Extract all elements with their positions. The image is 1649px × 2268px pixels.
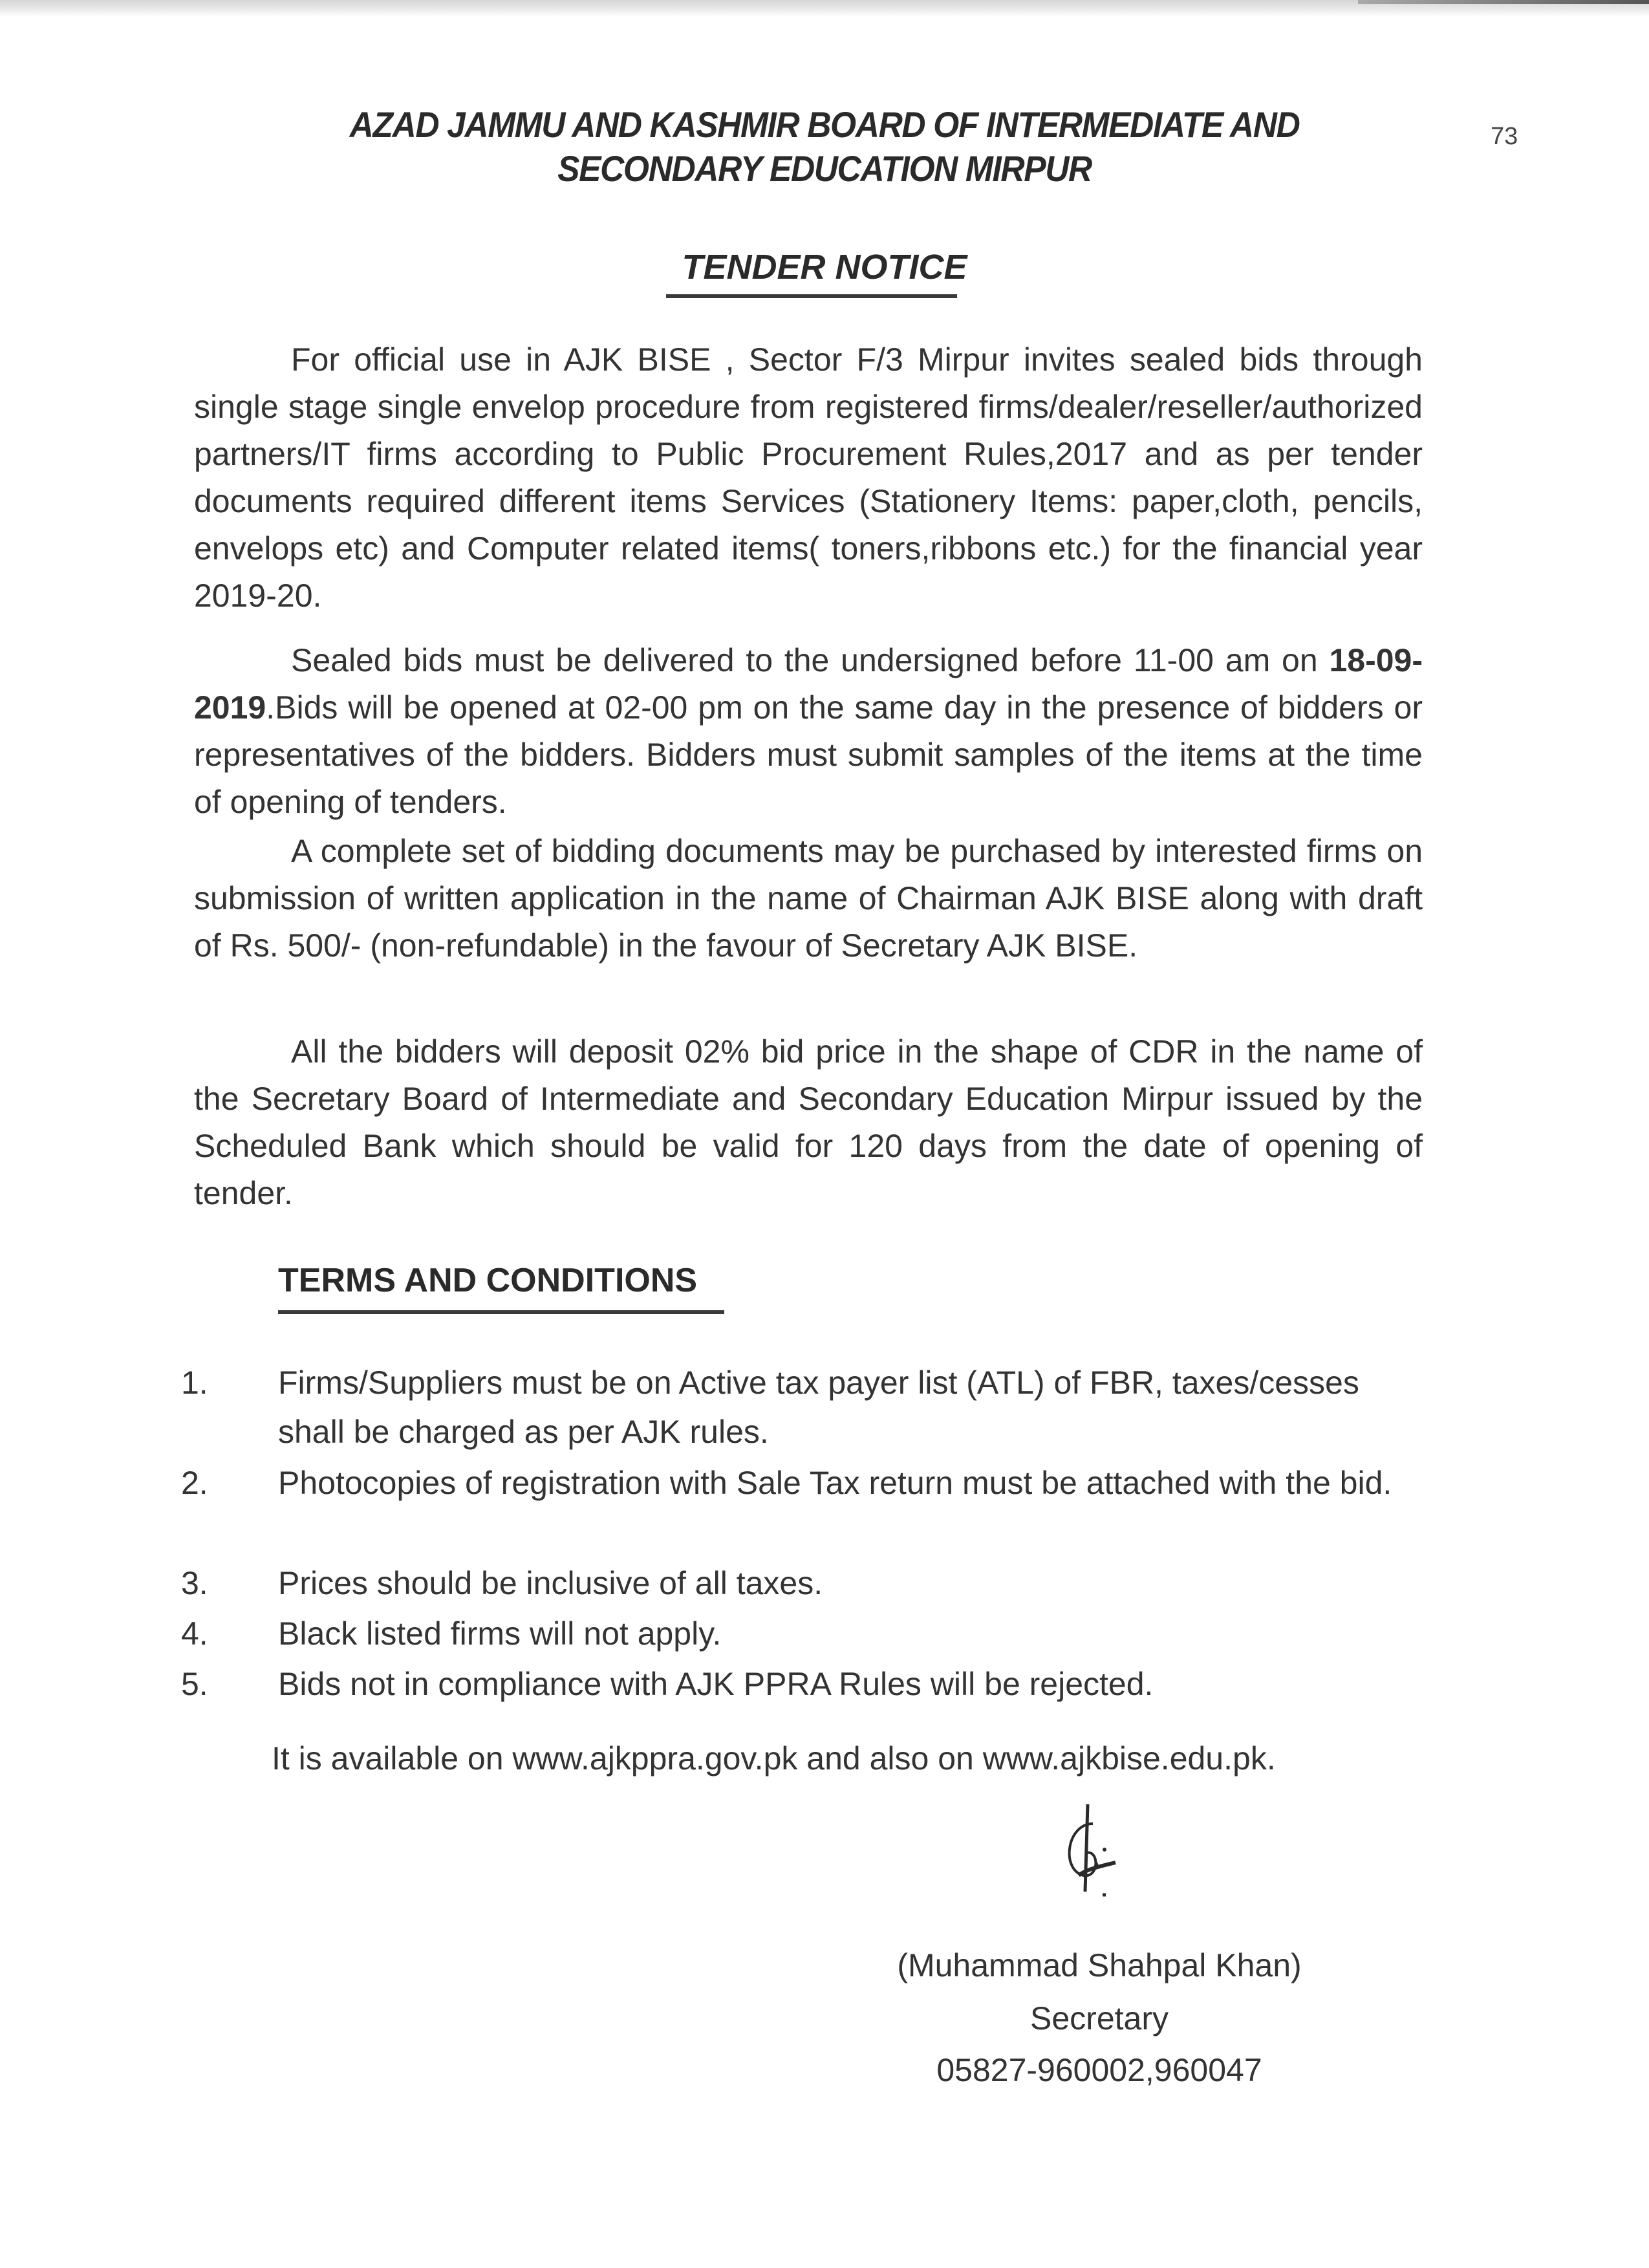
org-title-line2: SECONDARY EDUCATION MIRPUR bbox=[557, 148, 1092, 189]
paragraph-bid-security bbox=[194, 1028, 1423, 1217]
deadline-date: 18-09-2019 bbox=[194, 642, 1423, 726]
paragraph-text: Sealed bids must be delivered to the undersigned before 11-00 am on bbox=[291, 642, 1330, 678]
term-text: Prices should be inclusive of all taxes. bbox=[278, 1565, 823, 1601]
availability-note: It is available on www.ajkppra.gov.pk and also on www.ajkbise.edu.pk. bbox=[272, 1740, 1276, 1777]
term-item bbox=[181, 1358, 1410, 1456]
term-item bbox=[181, 1609, 1410, 1658]
term-text: Firms/Suppliers must be on Active tax payer list (ATL) of FBR, taxes/cesses shall be charged as per AJK rules. bbox=[278, 1365, 1359, 1450]
term-number: 2. bbox=[181, 1465, 208, 1501]
paragraph-deadline bbox=[194, 637, 1423, 826]
term-text: Photocopies of registration with Sale Tax return must be attached with the bid. bbox=[278, 1465, 1392, 1501]
signatory-designation: Secretary bbox=[1030, 2000, 1169, 2036]
signatory-phone: 05827-960002,960047 bbox=[936, 2052, 1262, 2088]
notice-title-underline bbox=[666, 294, 957, 298]
terms-title: TERMS AND CONDITIONS bbox=[278, 1262, 698, 1299]
paragraph-invitation bbox=[194, 336, 1423, 620]
term-text: Bids not in compliance with AJK PPRA Rules will be rejected. bbox=[278, 1666, 1154, 1702]
org-title-line1: AZAD JAMMU AND KASHMIR BOARD OF INTERMEDIATE AND bbox=[349, 104, 1300, 145]
paragraph-text: .Bids will be opened at 02-00 pm on the same day in the presence of bidders or representatives of the bidders. Bidders must submit samples of the items at the time of opening of tenders. bbox=[194, 689, 1423, 820]
paragraph-text: For official use in AJK BISE , Sector F/3 Mirpur invites sealed bids through single stage single envelop procedure from registered firms/dealer/reseller/authorized partners/IT firms according to Public Procurement Rules,2017 and as per tender documents required different items Services (Stationery Items: paper,cloth, pencils, envelops etc) and Computer related items( toners,ribbons etc.) for the financial year 2019-20. bbox=[194, 341, 1423, 614]
term-item bbox=[181, 1659, 1410, 1709]
signatory-name: (Muhammad Shahpal Khan) bbox=[897, 1947, 1302, 1983]
term-number: 5. bbox=[181, 1666, 208, 1702]
terms-title-underline bbox=[278, 1310, 724, 1314]
term-number: 1. bbox=[181, 1365, 208, 1401]
term-item bbox=[181, 1559, 1410, 1608]
notice-title: TENDER NOTICE bbox=[682, 248, 967, 286]
signature-icon bbox=[1048, 1798, 1177, 1927]
page-number: 73 bbox=[1491, 123, 1518, 150]
paragraph-text: All the bidders will deposit 02% bid price in the shape of CDR in the name of the Secretary Board of Intermediate and Secondary Education Mirpur issued by the Scheduled Bank which should be valid for 120 days from the date of opening of tender. bbox=[194, 1033, 1423, 1211]
paragraph-text: A complete set of bidding documents may be purchased by interested firms on submission of written application in the name of Chairman AJK BISE along with draft of Rs. 500/- (non-refundable) in the favour of Secretary AJK BISE. bbox=[194, 833, 1423, 964]
term-number: 3. bbox=[181, 1565, 208, 1601]
term-item bbox=[181, 1458, 1410, 1507]
scan-edge-dark bbox=[1358, 0, 1649, 4]
term-text: Black listed firms will not apply. bbox=[278, 1615, 722, 1652]
paragraph-bidding-documents bbox=[194, 828, 1423, 969]
term-number: 4. bbox=[181, 1615, 208, 1652]
